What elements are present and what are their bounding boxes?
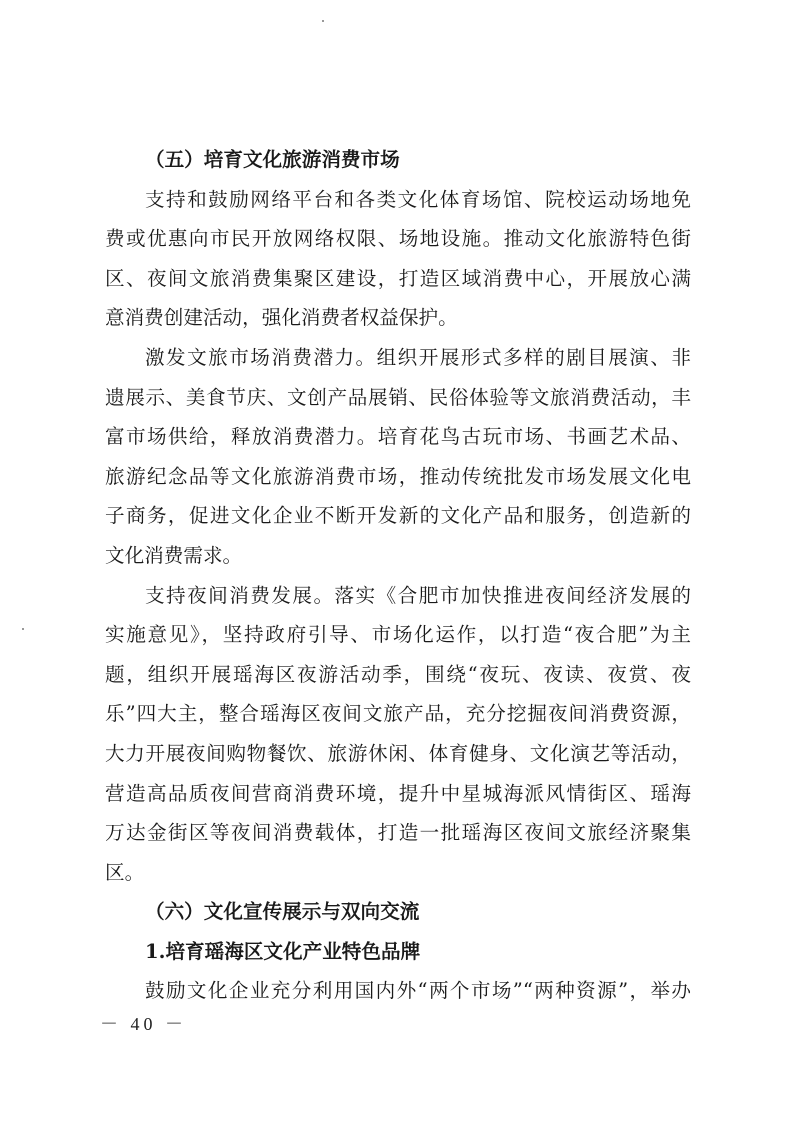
text-line: 旅游纪念品等文化旅游消费市场，推动传统批发市场发展文化电 bbox=[105, 464, 691, 488]
text-line: 遗展示、美食节庆、文创产品展销、民俗体验等文旅消费活动，丰 bbox=[105, 385, 691, 409]
document-body bbox=[105, 140, 691, 1011]
text-line: 实施意见》，坚持政府引导、市场化运作，以打造“夜合肥”为主 bbox=[105, 623, 691, 647]
text-line: 题，组织开展瑶海区夜游活动季，围绕“夜玩、夜读、夜赏、夜 bbox=[105, 662, 691, 686]
text-line: 万达金街区等夜间消费载体，打造一批瑶海区夜间文旅经济聚集 bbox=[105, 821, 691, 845]
section-heading-6: （六）文化宣传展示与双向交流 bbox=[145, 900, 420, 924]
scan-speck bbox=[22, 628, 24, 630]
text-line: 乐”四大主，整合瑶海区夜间文旅产品，充分挖掘夜间消费资源， bbox=[105, 702, 691, 726]
section-heading-5: （五）培育文化旅游消费市场 bbox=[145, 148, 400, 171]
text-line: 富市场供给，释放消费潜力。培育花鸟古玩市场、书画艺术品、 bbox=[105, 425, 691, 449]
paragraph-3 bbox=[105, 576, 691, 893]
text-line: 大力开展夜间购物餐饮、旅游休闲、体育健身、文化演艺等活动， bbox=[105, 741, 691, 765]
page-number: － 40 － bbox=[100, 1014, 187, 1034]
text-line: 区、夜间文旅消费集聚区建设，打造区域消费中心，开展放心满 bbox=[105, 266, 691, 290]
text-line: 子商务，促进文化企业不断开发新的文化产品和服务，创造新的 bbox=[105, 504, 691, 528]
text-line: 鼓励文化企业充分利用国内外“两个市场”“两种资源”，举办 bbox=[145, 979, 691, 1003]
text-line: 营造高品质夜间营商消费环境，提升中星城海派风情街区、瑶海 bbox=[105, 781, 691, 805]
paragraph-4 bbox=[105, 971, 691, 1011]
paragraph-1 bbox=[105, 180, 691, 338]
text-line: 费或优惠向市民开放网络权限、场地设施。推动文化旅游特色街 bbox=[105, 227, 691, 251]
text-line: 区。 bbox=[105, 860, 145, 884]
paragraph-2 bbox=[105, 338, 691, 576]
text-line: 支持和鼓励网络平台和各类文化体育场馆、院校运动场地免 bbox=[145, 187, 691, 211]
text-line: 意消费创建活动，强化消费者权益保护。 bbox=[105, 306, 458, 330]
text-line: 文化消费需求。 bbox=[105, 543, 243, 567]
text-line: 激发文旅市场消费潜力。组织开展形式多样的剧目展演、非 bbox=[145, 345, 691, 369]
subsection-heading-6-1: 1.培育瑶海区文化产业特色品牌 bbox=[145, 939, 421, 963]
scan-speck bbox=[322, 20, 324, 22]
text-line: 支持夜间消费发展。落实《合肥市加快推进夜间经济发展的 bbox=[145, 583, 691, 607]
